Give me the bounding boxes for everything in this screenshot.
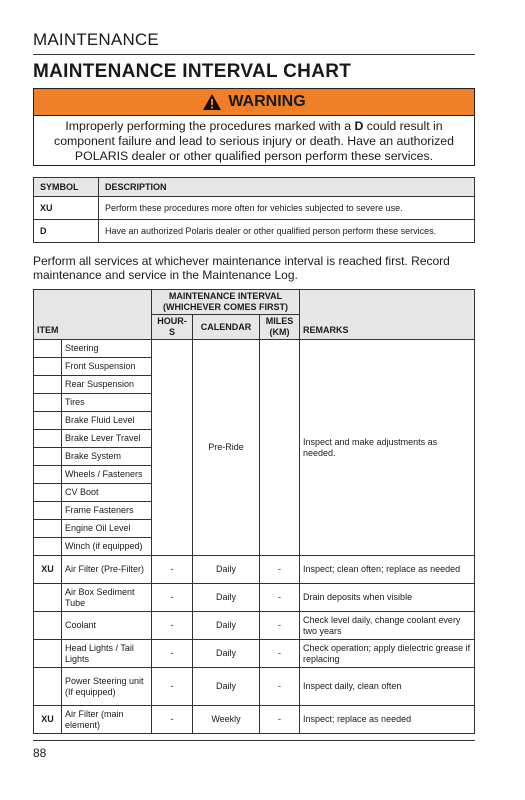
item-column-header: ITEM [34, 290, 152, 340]
miles-column-header: MILES (KM) [260, 315, 300, 340]
symbol-cell [34, 520, 62, 538]
item-cell: Tires [62, 394, 152, 412]
symbol-cell: XU [34, 706, 62, 734]
item-cell: Air Filter (main element) [62, 706, 152, 734]
description-cell: Perform these procedures more often for vehicles subjected to severe use. [99, 197, 475, 220]
hours-cell: - [152, 640, 193, 668]
item-cell: Rear Suspension [62, 376, 152, 394]
calendar-cell: Daily [193, 556, 260, 584]
description-cell: Have an authorized Polaris dealer or other qualified person perform these services. [99, 220, 475, 243]
miles-cell [260, 340, 300, 556]
hours-cell: - [152, 668, 193, 706]
maintenance-interval-table [33, 289, 475, 734]
item-cell: Air Filter (Pre-Filter) [62, 556, 152, 584]
miles-cell: - [260, 584, 300, 612]
calendar-column-header: CALENDAR [193, 315, 260, 340]
table-row [34, 640, 475, 668]
warning-text: Improperly performing the procedures marked with a D could result in component failure and lead to serious injury or death. Have an authorized POLARIS dealer or other qualified person perform these services. [54, 119, 454, 163]
table-row [34, 706, 475, 734]
symbol-cell [34, 430, 62, 448]
table-row [34, 340, 475, 358]
hours-column-header: HOUR-S [152, 315, 193, 340]
calendar-cell: Daily [193, 584, 260, 612]
calendar-cell: Daily [193, 640, 260, 668]
remarks-cell: Drain deposits when visible [300, 584, 475, 612]
calendar-cell: Weekly [193, 706, 260, 734]
symbol-table [33, 177, 475, 243]
symbol-cell [34, 538, 62, 556]
symbol-cell [34, 640, 62, 668]
symbol-cell [34, 394, 62, 412]
item-cell: Coolant [62, 612, 152, 640]
warning-box [33, 88, 475, 166]
calendar-cell: Pre-Ride [193, 340, 260, 556]
section-header: MAINTENANCE [33, 30, 159, 49]
table-row [34, 668, 475, 706]
hours-cell [152, 340, 193, 556]
symbol-cell [34, 412, 62, 430]
item-cell: Front Suspension [62, 358, 152, 376]
table-row [34, 197, 475, 220]
item-cell: Brake Fluid Level [62, 412, 152, 430]
remarks-cell: Inspect; replace as needed [300, 706, 475, 734]
table-row [34, 220, 475, 243]
symbol-cell [34, 484, 62, 502]
symbol-cell [34, 376, 62, 394]
miles-cell: - [260, 556, 300, 584]
remarks-cell: Check operation; apply dielectric grease if replacing [300, 640, 475, 668]
remarks-cell: Check level daily, change coolant every two years [300, 612, 475, 640]
item-cell: CV Boot [62, 484, 152, 502]
symbol-cell [34, 466, 62, 484]
item-cell: Frame Fasteners [62, 502, 152, 520]
intro-paragraph: Perform all services at whichever maintenance interval is reached first. Record maintenance and service in the Maintenance Log. [33, 254, 450, 282]
symbol-column-header: SYMBOL [34, 178, 99, 197]
hours-cell: - [152, 612, 193, 640]
item-cell: Head Lights / Tail Lights [62, 640, 152, 668]
page-number: 88 [33, 746, 47, 760]
remarks-cell: Inspect and make adjustments as needed. [300, 340, 475, 556]
description-column-header: DESCRIPTION [99, 178, 475, 197]
interval-group-header: MAINTENANCE INTERVAL (WHICHEVER COMES FIRST) [152, 290, 300, 315]
calendar-cell: Daily [193, 612, 260, 640]
miles-cell: - [260, 640, 300, 668]
remarks-cell: Inspect daily, clean often [300, 668, 475, 706]
hours-cell: - [152, 556, 193, 584]
item-cell: Air Box Sediment Tube [62, 584, 152, 612]
miles-cell: - [260, 668, 300, 706]
symbol-cell [34, 448, 62, 466]
symbol-cell: XU [34, 556, 62, 584]
hours-cell: - [152, 584, 193, 612]
table-row [34, 584, 475, 612]
item-cell: Brake Lever Travel [62, 430, 152, 448]
item-cell: Brake System [62, 448, 152, 466]
warning-bar [34, 89, 474, 116]
page-title: MAINTENANCE INTERVAL CHART [33, 61, 352, 82]
miles-cell: - [260, 706, 300, 734]
symbol-cell [34, 584, 62, 612]
item-cell: Steering [62, 340, 152, 358]
item-cell: Power Steering unit (If equipped) [62, 668, 152, 706]
symbol-cell: D [34, 220, 99, 243]
table-row [34, 556, 475, 584]
symbol-cell [34, 340, 62, 358]
remarks-cell: Inspect; clean often; replace as needed [300, 556, 475, 584]
header-divider [33, 54, 475, 55]
miles-cell: - [260, 612, 300, 640]
hours-cell: - [152, 706, 193, 734]
remarks-column-header: REMARKS [300, 290, 475, 340]
symbol-cell [34, 668, 62, 706]
symbol-cell [34, 502, 62, 520]
warning-triangle-icon [202, 93, 222, 111]
symbol-cell [34, 612, 62, 640]
symbol-cell: XU [34, 197, 99, 220]
table-row [34, 612, 475, 640]
footer-divider [33, 740, 475, 741]
calendar-cell: Daily [193, 668, 260, 706]
item-cell: Wheels / Fasteners [62, 466, 152, 484]
symbol-cell [34, 358, 62, 376]
item-cell: Engine Oil Level [62, 520, 152, 538]
item-cell: Winch (if equipped) [62, 538, 152, 556]
warning-label: WARNING [228, 93, 306, 110]
